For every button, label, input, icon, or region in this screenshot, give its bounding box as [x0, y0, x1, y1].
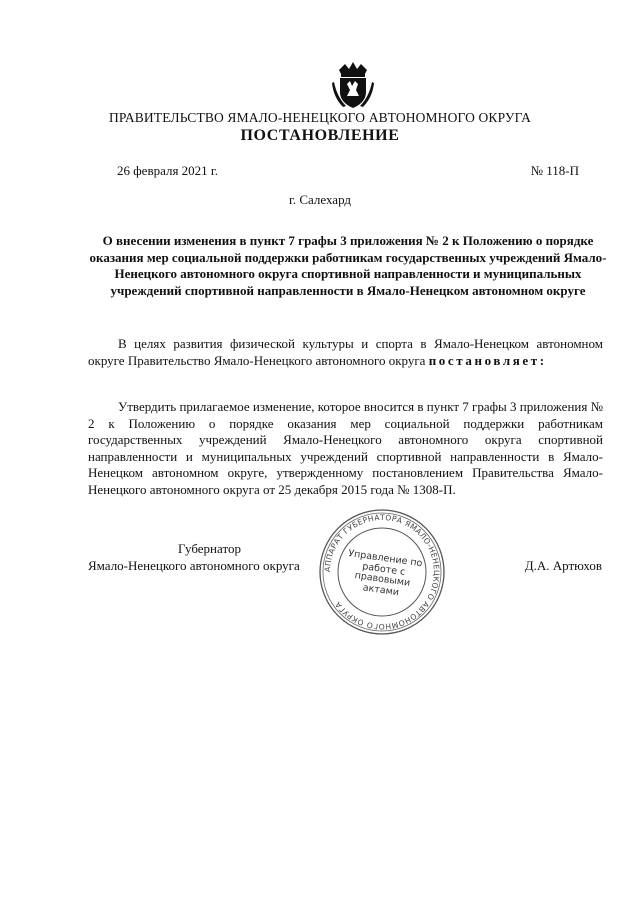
- document-number: № 118-П: [530, 163, 579, 178]
- operative-paragraph: [88, 399, 603, 499]
- signatory-title-line2: Ямало-Ненецкого автономного округа: [88, 558, 300, 573]
- signatory-title-line1: Губернатор: [178, 541, 241, 556]
- government-name: ПРАВИТЕЛЬСТВО ЯМАЛО-НЕНЕЦКОГО АВТОНОМНОГО ОКРУГА: [109, 110, 531, 125]
- seal-ring-text: АППАРАТ ГУБЕРНАТОРА ЯМАЛО-НЕНЕЦКОГО АВТОНОМНОГО ОКРУГА: [322, 512, 442, 632]
- document-city: г. Салехард: [288, 192, 352, 207]
- seal-inner-text: Управление по работе с правовыми актами: [347, 548, 424, 598]
- operative-text: Утвердить прилагаемое изменение, которое вносится в пункт 7 графы 3 приложения № 2 к Положению о порядке оказания мер социальной поддержки работникам государственных учреждений Ямало-Ненецкого автономного округа спортивной направленности и муниципальных учреждений спортивной направленности в Ямало-Ненецком автономном округе, утвержденному постановлением Правительства Ямало-Ненецкого автономного округа от 25 декабря 2015 года № 1308-П.: [88, 399, 603, 497]
- document-type: ПОСТАНОВЛЕНИЕ: [240, 127, 400, 144]
- document-date: 26 февраля 2021 г.: [117, 163, 219, 178]
- preamble-text: В целях развития физической культуры и спорта в Ямало-Ненецком автономном округе Правительство Ямало-Ненецкого автономного округа: [88, 336, 603, 368]
- coat-of-arms-icon: [331, 60, 375, 110]
- preamble-paragraph: [88, 336, 603, 369]
- signatory-name: Д.А. Артюхов: [524, 558, 602, 573]
- decree-word: постановляет:: [428, 352, 547, 368]
- document-title: О внесении изменения в пункт 7 графы 3 приложения № 2 к Положению о порядке оказания мер социальной поддержки работникам государственных учреждений Ямало-Ненецкого автономного округа спортивной направленности и муниципальных учреждений спортивной направленности в Ямало-Ненецком автономном округе: [89, 233, 607, 298]
